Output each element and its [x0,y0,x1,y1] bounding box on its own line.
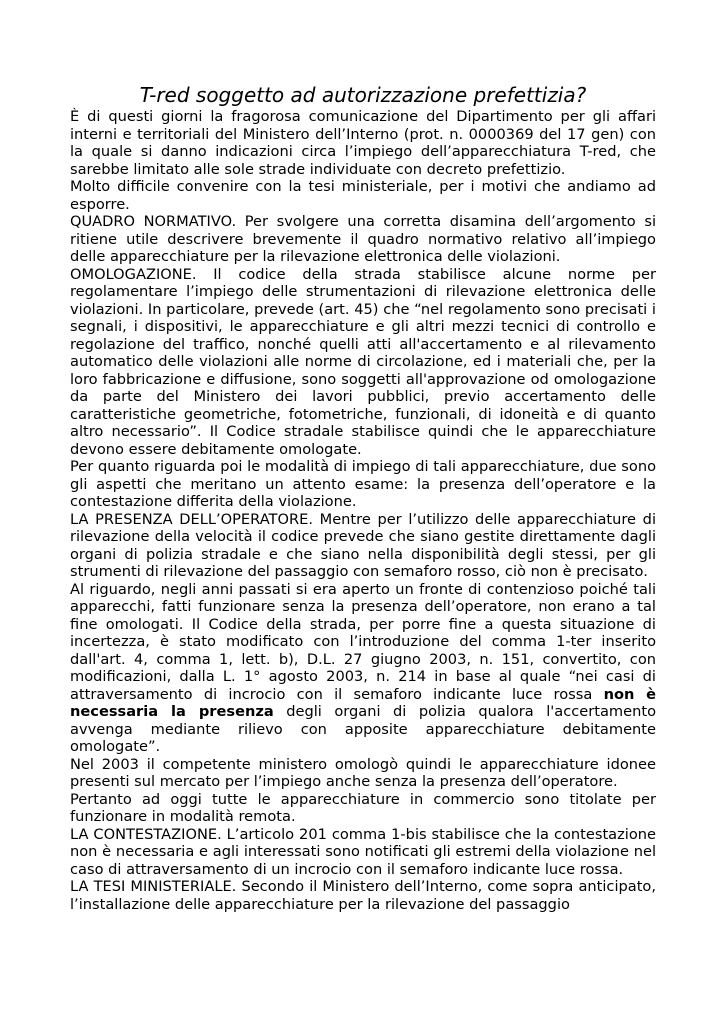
paragraph-contenzioso [70,581,656,756]
paragraph-contenzioso-text-end: degli organi di polizia qualora l'accertamento avvenga mediante rilievo con apposite apparecchiature debitamente omologate”. [70,703,656,755]
paragraph-modalita-remota: Pertanto ad oggi tutte le apparecchiature in commercio sono titolate per funzionare in modalità remota. [70,790,656,825]
paragraph-contestazione: LA CONTESTAZIONE. L’articolo 201 comma 1-bis stabilisce che la contestazione non è necessaria e agli interessati sono notificati gli estremi della violazione nel caso di attraversamento di un incrocio con il semaforo indicante luce rossa. [70,825,656,878]
paragraph-quadro-normativo: QUADRO NORMATIVO. Per svolgere una corretta disamina dell’argomento si ritiene utile descrivere brevemente il quadro normativo relativo all’impiego delle apparecchiature per la rilevazione elettronica delle violazioni. [70,213,656,265]
paragraph-modalita-impiego: Per quanto riguarda poi le modalità di impiego di tali apparecchiature, due sono gli aspetti che meritano un attento esame: la presenza dell’operatore e la contestazione differita della violazione. [70,458,656,510]
paragraph-intro: È di questi giorni la fragorosa comunicazione del Dipartimento per gli affari interni e territoriali del Ministero dell’Interno (prot. n. 0000369 del 17 gen) con la quale si danno indicazioni circa l’impiego dell’apparecchiatura T-red, che sarebbe limitato alle sole strade individuate con decreto prefettizio. [70,108,656,178]
paragraph-thesis-disagreement: Molto difficile convenire con la tesi ministeriale, per i motivi che andiamo ad esporre. [70,178,656,213]
document-page [70,82,656,913]
bold-phrase-non-necessaria: non è necessaria la presenza [70,685,656,720]
paragraph-contenzioso-text: Al riguardo, negli anni passati si era aperto un fronte di contenzioso poiché tali apparecchi, fatti funzionare senza la presenza dell’operatore, non erano a tal fine omologati. Il Codice della strada, per porre fine a questa situazione di incertezza, è stato modificato con l’introduzione del comma 1-ter inserito dall'art. 4, comma 1, lett. b), D.L. 27 giugno 2003, n. 151, convertito, con modificazioni, dalla L. 1° agosto 2003, n. 214 in base al quale “nei casi di attraversamento di incrocio con il semaforo indicante luce rossa [70,580,656,703]
paragraph-tesi-ministeriale: LA TESI MINISTERIALE. Secondo il Ministero dell’Interno, come sopra anticipato, l’installazione delle apparecchiature per la rilevazione del passaggio [70,878,656,913]
paragraph-omologazione: OMOLOGAZIONE. Il codice della strada stabilisce alcune norme per regolamentare l’impiego delle strumentazioni di rilevazione elettronica delle violazioni. In particolare, prevede (art. 45) che “nel regolamento sono precisati i segnali, i dispositivi, le apparecchiature e gli altri mezzi tecnici di controllo e regolazione del traffico, nonché quelli atti all'accertamento e al rilevamento automatico delle violazioni alle norme di circolazione, ed i materiali che, per la loro fabbricazione e diffusione, sono soggetti all'approvazione od omologazione da parte del Ministero dei lavori pubblici, previo accertamento delle caratteristiche geometriche, fotometriche, funzionali, di idoneità e di quanto altro necessario”. Il Codice stradale stabilisce quindi che le apparecchiature devono essere debitamente omologate. [70,265,656,458]
paragraph-presenza-operatore: LA PRESENZA DELL’OPERATORE. Mentre per l’utilizzo delle apparecchiature di rilevazione della velocità il codice prevede che siano gestite direttamente dagli organi di polizia stradale e che siano nella disponibilità degli stessi, per gli strumenti di rilevazione del passaggio con semaforo rosso, ciò non è precisato. [70,510,656,580]
paragraph-omologazione-2003: Nel 2003 il competente ministero omologò quindi le apparecchiature idonee presenti sul mercato per l’impiego anche senza la presenza dell’operatore. [70,755,656,790]
document-title: T-red soggetto ad autorizzazione prefettizia? [139,83,587,107]
